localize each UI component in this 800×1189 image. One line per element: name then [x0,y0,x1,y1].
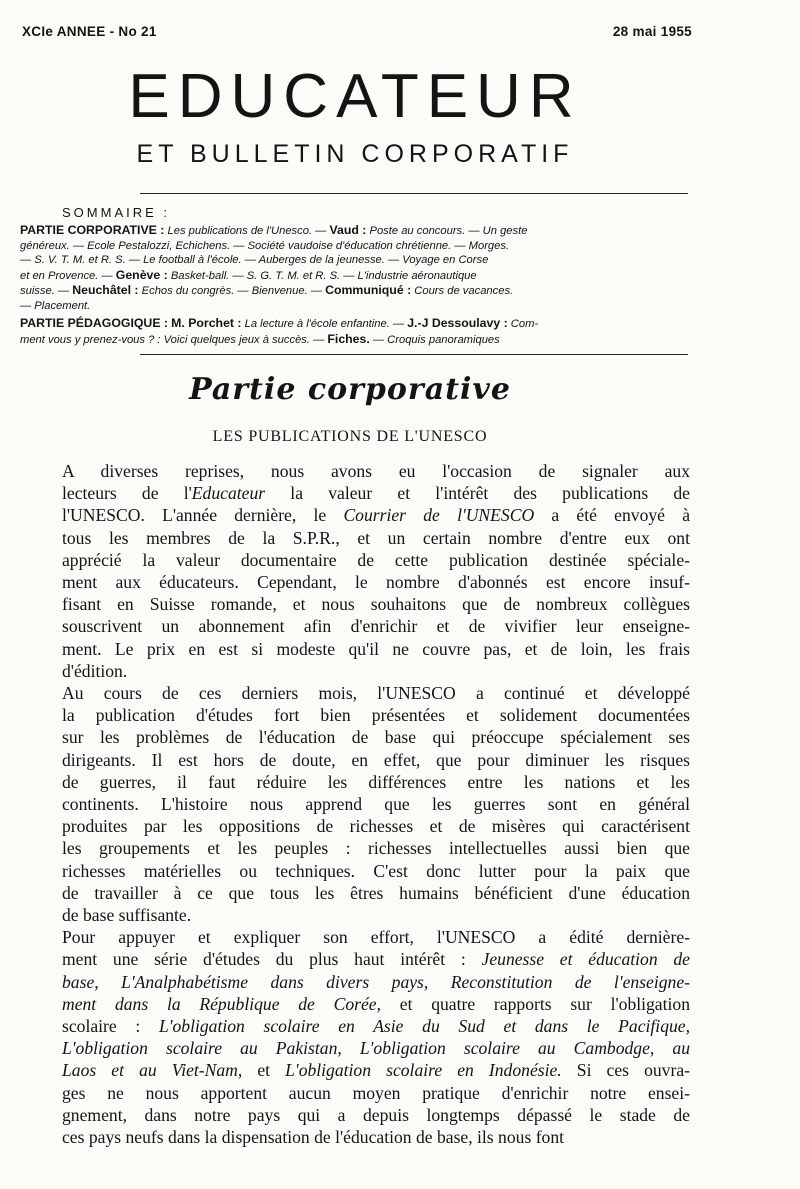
toc-text: Basket-ball. — S. G. T. M. et R. S. — L'industrie aéronautique [167,269,477,282]
toc-corporative [20,223,690,314]
toc-section-label: PARTIE PÉDAGOGIQUE : [20,316,169,330]
divider-top [140,193,688,194]
toc-text: suisse. — [20,285,73,298]
text-line: A diverses reprises, nous avons eu l'occasion de signaler aux [62,461,690,481]
toc-pedagogique [20,316,690,347]
toc-line [20,268,690,284]
issue-date: 28 mai 1955 [612,24,692,39]
text-line: ges ne nous apportent aucun moyen pratique d'enrichir notre ensei- [62,1082,690,1103]
toc-text: Les publications de l'Unesco. — [167,225,330,237]
paragraph [62,460,690,682]
text-segment: scolaire : [62,1016,159,1037]
text-line: apprécié la valeur documentaire de cette publication destinée spéciale- [62,549,690,570]
text-segment: lecteurs de l' [62,483,192,504]
issue-number: XCIe ANNEE - No 21 [22,24,157,39]
text-segment: et quatre rapports sur l'obligation [381,993,690,1014]
text-line: Pour appuyer et expliquer son effort, l'UNESCO a édité dernière- [62,927,690,948]
toc-author: M. Porchet : [171,316,242,330]
text-line [62,1059,690,1081]
text-line: ces pays neufs dans la dispensation de l'éducation de base, ils nous font [62,1127,565,1148]
toc-region: Vaud : [329,223,367,237]
text-line: de guerres, il faut réduire les différences entre les nations et les [62,771,690,792]
toc-title: SOMMAIRE : [62,205,171,220]
text-segment: l'UNESCO. L'année dernière, le [62,505,344,526]
italic-title: ment dans la République de Corée, [62,993,382,1014]
text-line: produites par les oppositions de richesses et de misères qui caractérisent [62,816,690,837]
text-line: continents. L'histoire nous apprend que les guerres sont en général [62,794,690,815]
article-body [62,460,690,1148]
toc-text: Echos du congrès. — Bienvenue. — [138,285,326,298]
toc-line: — S. V. T. M. et R. S. — Le football à l'école. — Auberges de la jeunesse. — Voyage en Corse [20,254,489,267]
toc-text: Com- [507,318,539,330]
paragraph [62,682,690,926]
toc-text: Cours de vacances. [411,285,514,298]
text-line: ment. Le prix en est si modeste qu'il ne couvre pas, et de loin, les frais [62,638,690,659]
toc-section-label: PARTIE CORPORATIVE : [20,223,165,237]
text-line [62,482,690,504]
text-line: sur les problèmes de l'éducation de base qui préoccupe spécialement ses [62,727,690,748]
text-line [62,993,690,1015]
text-segment: et [242,1060,286,1081]
text-line: gnement, dans notre pays qui a depuis longtemps dépassé le stade de [62,1104,690,1125]
italic-title: L'obligation scolaire en Asie du Sud et dans le Pacifique, [158,1016,690,1037]
toc-text: et en Provence. — [20,269,116,282]
divider-bottom [140,354,688,355]
toc-line [20,332,690,348]
text-line [62,971,690,993]
toc-text: La lecture à l'école enfantine. — [241,318,408,330]
italic-title: Laos et au Viet-Nam, [62,1060,243,1081]
text-line: de travailler à ce que tous les êtres humains bénéficient d'une éducation [62,882,690,903]
toc-line [20,283,690,299]
text-line: dirigeants. Il est hors de doute, en effet, que pour diminuer les risques [62,749,690,770]
toc-text: ment vous y prenez-vous ? : Voici quelques jeux à succès. — [20,333,328,346]
italic-title: L'obligation scolaire en Indonésie. [285,1060,562,1081]
toc-text: — Croquis panoramiques [369,333,500,346]
italic-title: Educateur [191,483,266,504]
toc-line [20,223,690,239]
section-title: Partie corporative [189,372,511,407]
text-segment: ment une série d'études du plus haut intérêt : [62,949,482,970]
italic-title: Jeunesse et éducation de [481,949,690,970]
masthead-title: EDUCATEUR [128,62,582,131]
text-line: la publication d'études fort bien présentées et solidement documentées [62,705,690,726]
text-line [62,1015,690,1037]
text-line: souscrivent un abonnement afin d'enrichir et de vivifier leur enseigne- [62,616,690,637]
toc-region: Neuchâtel : [72,283,139,298]
text-line [62,948,690,970]
text-line: d'édition. [62,660,128,681]
text-line: Au cours de ces derniers mois, l'UNESCO a continué et développé [62,683,690,704]
text-line: fisant en Suisse romande, et nous souhaitons que de nombreux collègues [62,594,690,615]
text-line: de base suffisante. [62,905,192,926]
toc-author: J.-J Dessoulavy : [407,316,508,330]
text-segment: a été envoyé à [534,505,691,526]
paragraph [62,926,690,1148]
toc-line [20,316,690,332]
toc-region: Fiches. [327,331,370,346]
masthead-subtitle: ET BULLETIN CORPORATIF [136,140,574,168]
toc-line: généreux. — Ecole Pestalozzi, Echichens. — Société vaudoise d'éducation chrétienne. — Morges. [20,239,510,252]
text-segment: la valeur et l'intérêt des publications de [265,483,690,504]
text-segment: Si ces ouvra- [561,1060,690,1081]
toc-region: Genève : [115,267,168,282]
italic-title: L'obligation scolaire au Pakistan, L'obligation scolaire au Cambodge, au [62,1038,690,1059]
text-line [62,1037,690,1059]
text-line: richesses matérielles ou techniques. C'est donc lutter pour la paix que [62,860,690,881]
text-line [62,504,690,526]
toc-region: Communiqué : [325,283,412,298]
toc-text: Poste au concours. — Un geste [366,225,528,237]
article-title: LES PUBLICATIONS DE L'UNESCO [212,428,488,445]
text-line: ment aux éducateurs. Cependant, le nombre d'abonnés est encore insuf- [62,572,690,593]
italic-title: Courrier de l'UNESCO [343,505,535,526]
toc-line: — Placement. [20,299,91,312]
text-line: les groupements et les peuples : richesses intellectuelles aussi bien que [62,838,690,859]
text-line: tous les membres de la S.P.R., et un certain nombre d'entre eux ont [62,527,690,548]
italic-title: base, L'Analphabétisme dans divers pays, Reconstitution de l'enseigne- [62,971,690,992]
